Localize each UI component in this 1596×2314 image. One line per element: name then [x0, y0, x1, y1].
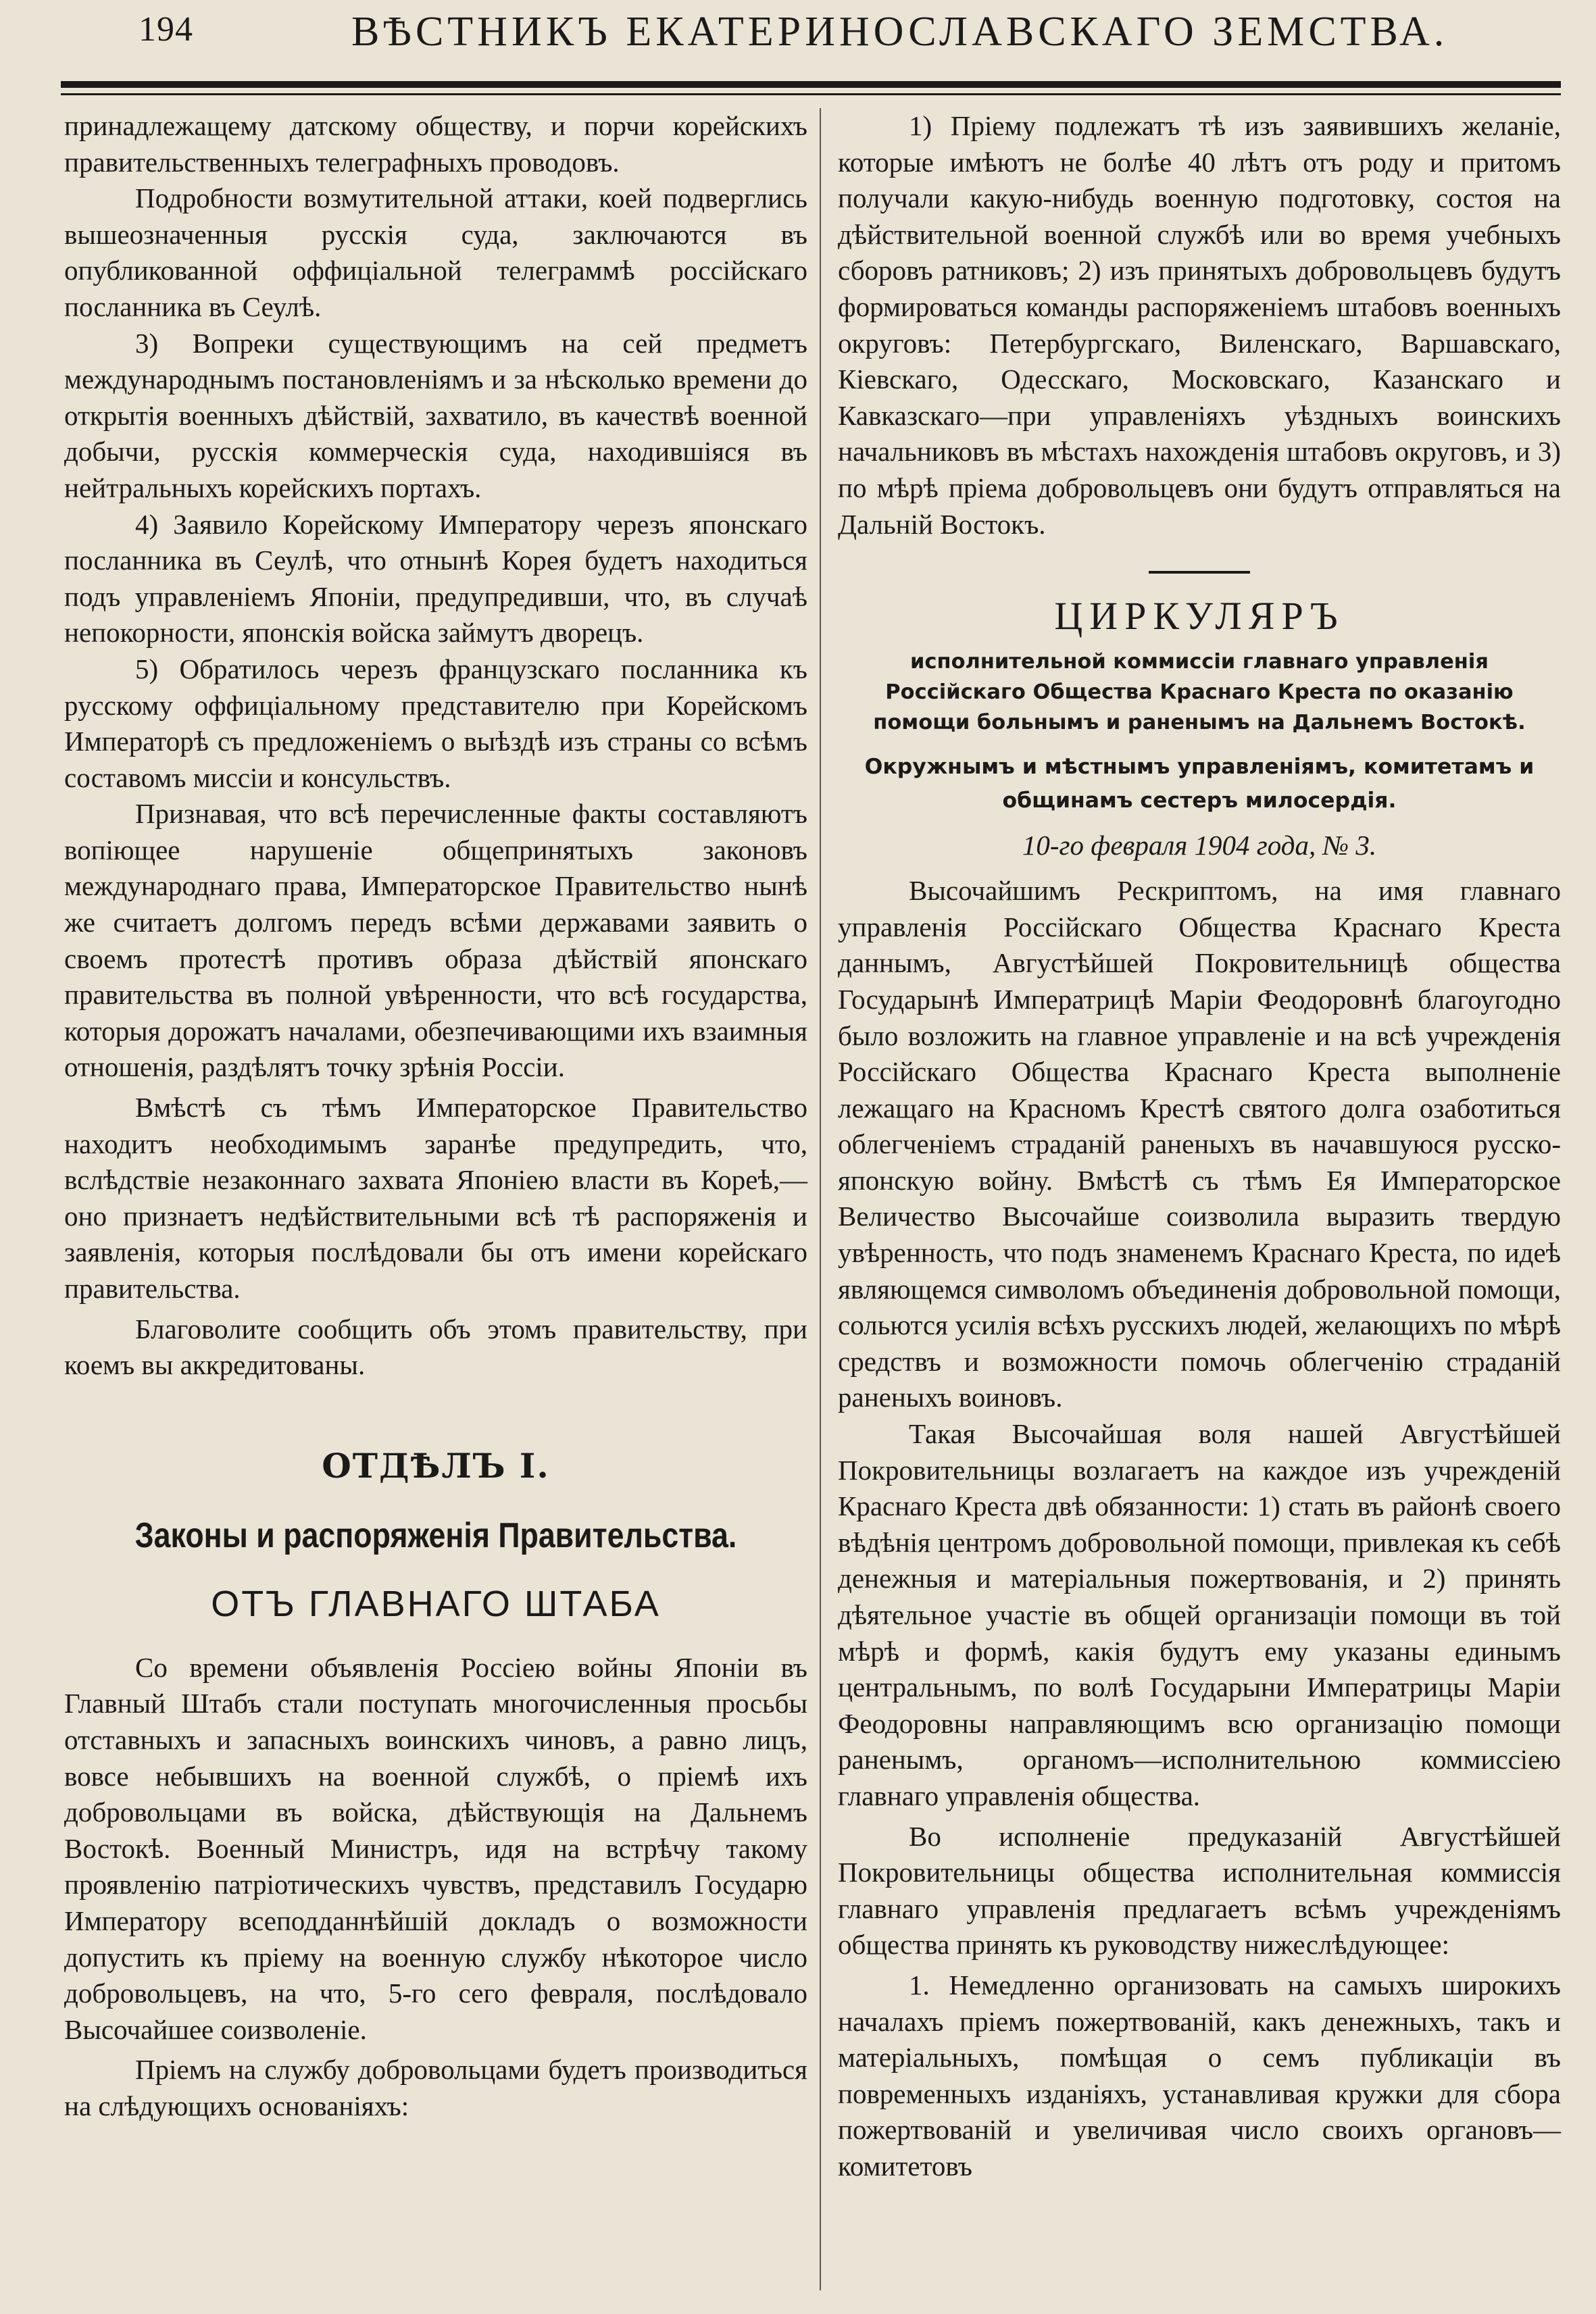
spacer: [838, 640, 1561, 647]
left-column: [64, 108, 807, 2125]
paragraph: 1. Немедленно организовать на самыхъ широкихъ началахъ пріемъ пожертвованій, какъ денежныхъ, такъ и матеріальныхъ, помѣщая о семъ публикаціи въ повременныхъ изданіяхъ, устанавливая кружки для сбора пожертвованій и увеличивая число своихъ органовъ—комитетовъ: [838, 1969, 1561, 2182]
paragraph: Подробности возмутительной аттаки, коей подверглись вышеозначенныя русскія суда, заключаются въ опубликованной оффиціальной телеграммѣ россійскаго посланника въ Сеулѣ.: [64, 182, 807, 322]
paragraph: Высочайшимъ Рескриптомъ, на имя главнаго управленія Россійскаго Общества Краснаго Креста даннымъ, Августѣйшей Покровительницѣ общества Государынѣ Императрицѣ Маріи Феодоровнѣ благоугодно было возложить на главное управленіе и на всѣ учрежденія Россійскаго Общества Краснаго Креста выполненіе лежащаго на Красномъ Крестѣ святого долга озаботиться облегченіемъ страданій раненыхъ въ начавшуюся русско-японскую войну. Вмѣстѣ съ тѣмъ Ея Императорское Величество Высочайше соизволила выразить твердую увѣренность, что подъ знаменемъ Краснаго Креста, по идеѣ являющемся символомъ объединенія добровольной помощи, сольются усилія всѣхъ русскихъ людей, желающихъ по мѣрѣ средствъ и возможности помочь облегченію страданій раненыхъ воиновъ.: [838, 875, 1561, 1413]
spacer: [64, 1384, 807, 1446]
spacer: [64, 1486, 807, 1515]
paragraph: 1) Пріему подлежатъ тѣ изъ заявившихъ желаніе, которые имѣютъ не болѣе 40 лѣтъ отъ роду и притомъ получали какую-нибудь военную подготовку, состоя на дѣйствительной военной службѣ или во время учебныхъ сборовъ ратниковъ; 2) изъ принятыхъ добровольцевъ будутъ формироваться команды распоряженіемъ штабовъ военныхъ округовъ: Петербургскаго, Виленскаго, Варшавскаго, Кіевскаго, Одесскаго, Московскаго, Казанскаго и Кавказскаго—при управленіяхъ уѣздныхъ воинскихъ начальниковъ въ мѣстахъ нахожденія штабовъ округовъ, и 3) по мѣрѣ пріема добровольцевъ они будутъ отправляться на Дальній Востокъ.: [838, 110, 1561, 540]
paragraph: принадлежащему датскому обществу, и порчи корейскихъ правительственныхъ телеграфныхъ проводовъ.: [64, 110, 807, 178]
spacer: [64, 1626, 807, 1650]
spacer: [838, 738, 1561, 750]
paragraph: Со времени объявленія Россіею войны Японіи въ Главный Штабъ стали поступать многочисленныя просьбы отставныхъ и запасныхъ воинскихъ чиновъ, а равно лицъ, вовсе небывшихъ на военной службѣ, о пріемѣ ихъ добровольцами въ войска, дѣйствующія на Дальнемъ Востокѣ. Военный Министръ, идя на встрѣчу такому проявленію патріотическихъ чувствъ, представилъ Государю Императору всеподданнѣйшій докладъ о возможности допустить къ пріему на военную службу нѣкоторое число добровольцевъ, на что, 5-го сего февраля, послѣдовало Высочайшее соизволеніе.: [64, 1651, 807, 2045]
right-column: [838, 108, 1561, 2185]
page-number: 194: [139, 10, 193, 49]
paragraph: Признавая, что всѣ перечисленные факты составляютъ вопіющее нарушеніе общепринятыхъ законовъ международнаго права, Императорское Правительство нынѣ же считаетъ долгомъ передъ всѣми державами заявить о своемъ протестѣ противъ образа дѣйствій японскаго правительства въ полной увѣренности, что всѣ государства, которыя дорожатъ началами, обезпечивающими ихъ взаимныя отношенія, раздѣлятъ точку зрѣнія Россіи.: [64, 798, 807, 1083]
paragraph: 5) Обратилось черезъ французскаго посланника къ русскому оффиціальному представителю при Корейскомъ Императорѣ съ предложеніемъ о выѣздѣ изъ страны со всѣмъ составомъ миссіи и консульствъ.: [64, 653, 807, 793]
column-divider: [820, 108, 821, 2290]
page-header: [0, 0, 1596, 95]
circular-date: 10-го февраля 1904 года, № 3.: [1022, 830, 1377, 861]
spacer: [838, 543, 1561, 571]
header-rule-thin: [61, 93, 1561, 95]
paragraph: Благоволите сообщить объ этомъ правительству, при коемъ вы аккредитованы.: [64, 1313, 807, 1381]
paragraph: Вмѣстѣ съ тѣмъ Императорское Правительство находитъ необходимымъ заранѣе предупредить, что, вслѣдствіе незаконнаго захвата Японіею власти въ Кореѣ,—оно признаетъ недѣйствительными всѣ тѣ распоряженія и заявленія, которыя послѣдовали бы отъ имени корейскаго правительства.: [64, 1092, 807, 1304]
circular-addressees: Окружнымъ и мѣстнымъ управленіямъ, комитетамъ и общинамъ сестеръ милосердія.: [864, 755, 1535, 813]
spacer: [838, 863, 1561, 873]
spacer: [838, 818, 1561, 827]
circular-title: ЦИРКУЛЯРЪ: [1054, 594, 1345, 638]
circular-subtitle: исполнительной коммиссіи главнаго управленія Россійскаго Общества Краснаго Креста по оказанію помощи больнымъ и раненымъ на Дальнемъ Востокѣ.: [873, 650, 1526, 735]
spacer: [64, 1557, 807, 1582]
paragraph: 4) Заявило Корейскому Императору черезъ японскаго посланника въ Сеулѣ, что отнынѣ Корея будетъ находиться подъ управленіемъ Японіи, предупредивши, что, въ случаѣ непокорности, японскія войска займутъ дворецъ.: [64, 508, 807, 649]
running-title: ВѢСТНИКЪ ЕКАТЕРИНОСЛАВСКАГО ЗЕМСТВА.: [351, 9, 1449, 55]
paragraph: 3) Вопреки существующимъ на сей предметъ международнымъ постановленіямъ и за нѣсколько времени до открытія военныхъ дѣйствій, захватило, въ качествѣ военной добычи, русскія коммерческія суда, находившіяся въ нейтральныхъ корейскихъ портахъ.: [64, 327, 807, 503]
section-heading-otdel: ОТДѢЛЪ I.: [322, 1445, 550, 1486]
section-heading-laws: Законы и распоряженія Правительства.: [134, 1515, 737, 1555]
paragraph: Пріемъ на службу добровольцами будетъ производиться на слѣдующихъ основаніяхъ:: [64, 2054, 807, 2121]
paragraph: Такая Высочайшая воля нашей Августѣйшей Покровительницы возлагаетъ на каждое изъ учрежденій Краснаго Креста двѣ обязанности: 1) стать въ районѣ своего вѣдѣнія центромъ добровольной помощи, привлекая къ себѣ денежныя и матеріальныя пожертвованія, и 2) принять дѣятельное участіе въ общей организаціи помощи въ той мѣрѣ и формѣ, какія будутъ ему указаны единымъ центральнымъ, по волѣ Государыни Императрицы Маріи Феодоровны направляющимъ всю организацію помощи раненымъ, органомъ—исполнительною коммиссіею главнаго управленія общества.: [838, 1418, 1561, 1811]
paragraph: Во исполненіе предуказаній Августѣйшей Покровительницы общества исполнительная коммиссія главнаго управленія предлагаетъ всѣмъ учрежденіямъ общества принять къ руководству нижеслѣдующее:: [838, 1820, 1561, 1961]
section-heading-general-staff: ОТЪ ГЛАВНАГО ШТАБА: [211, 1583, 661, 1624]
header-rule-thick: [61, 81, 1561, 88]
spacer: [838, 574, 1561, 593]
